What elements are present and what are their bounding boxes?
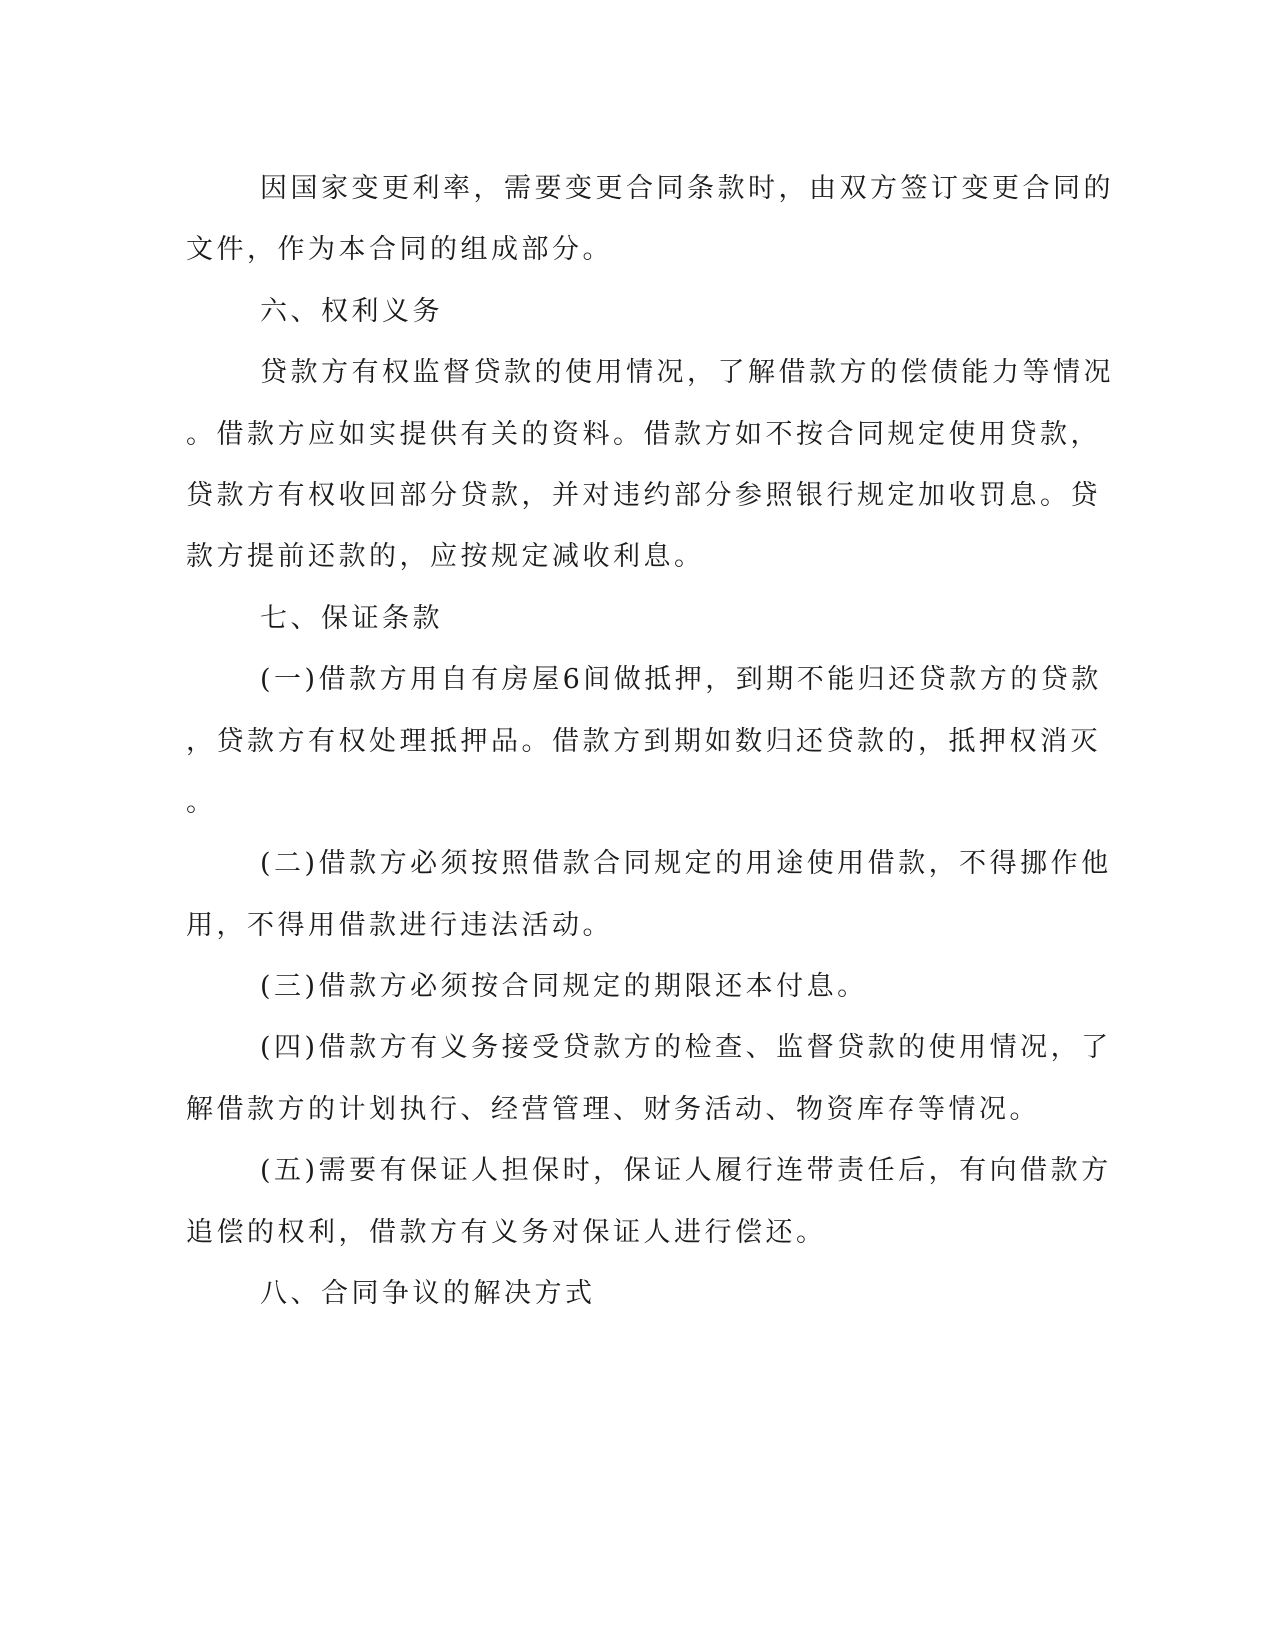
clause-line: (三)借款方必须按合同规定的期限还本付息。 xyxy=(260,971,868,1003)
paragraph-line: 贷款方有权收回部分贷款，并对违约部分参照银行规定加收罚息。贷 xyxy=(186,479,1101,511)
document-page xyxy=(186,158,1114,1324)
clause-line: 用，不得用借款进行违法活动。 xyxy=(186,909,613,941)
clause-line: ，贷款方有权处理抵押品。借款方到期如数归还贷款的，抵押权消灭 xyxy=(186,725,1101,757)
paragraph-line: 贷款方有权监督贷款的使用情况，了解借款方的偿债能力等情况 xyxy=(260,357,1114,389)
clause-line: (四)借款方有义务接受贷款方的检查、监督贷款的使用情况，了 xyxy=(260,1032,1112,1064)
section-heading: 六、权利义务 xyxy=(260,295,443,327)
clause-line: (一)借款方用自有房屋6间做抵押，到期不能归还贷款方的贷款 xyxy=(260,664,1102,696)
paragraph-line: 款方提前还款的，应按规定减收利息。 xyxy=(186,541,705,573)
clause-line: (二)借款方必须按照借款合同规定的用途使用借款，不得挪作他 xyxy=(260,848,1112,880)
paragraph-line: 文件，作为本合同的组成部分。 xyxy=(186,234,613,266)
section-heading: 七、保证条款 xyxy=(260,602,443,634)
paragraph-line: 因国家变更利率，需要变更合同条款时，由双方签订变更合同的 xyxy=(260,173,1114,204)
section-heading: 八、合同争议的解决方式 xyxy=(260,1278,596,1310)
clause-line: 。 xyxy=(186,786,217,818)
paragraph-line: 。借款方应如实提供有关的资料。借款方如不按合同规定使用贷款， xyxy=(186,418,1101,450)
clause-line: 解借款方的计划执行、经营管理、财务活动、物资库存等情况。 xyxy=(186,1093,1040,1125)
clause-line: 追偿的权利，借款方有义务对保证人进行偿还。 xyxy=(186,1216,827,1248)
clause-line: (五)需要有保证人担保时，保证人履行连带责任后，有向借款方 xyxy=(260,1155,1112,1187)
